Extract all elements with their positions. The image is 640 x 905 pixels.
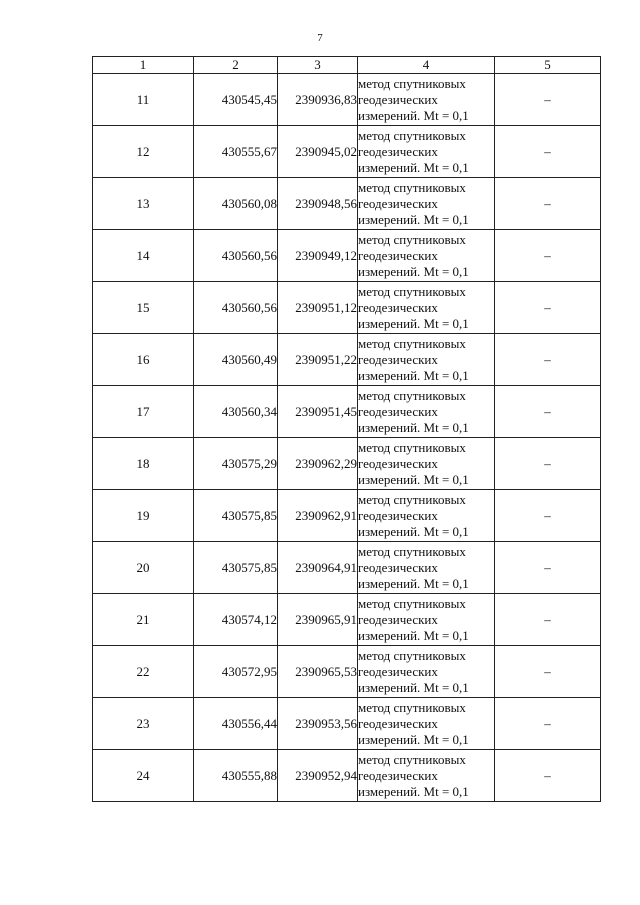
coordinates-table <box>92 56 601 802</box>
y-coordinate-cell: 2390951,22 <box>278 334 358 386</box>
x-coordinate-cell: 430556,44 <box>194 698 278 750</box>
method-line: метод спутниковых <box>358 647 466 663</box>
method-line: метод спутниковых <box>358 127 466 143</box>
method-line: метод спутниковых <box>358 335 466 351</box>
method-line: геодезических <box>358 507 438 523</box>
table-row <box>93 74 601 126</box>
x-coordinate-cell: 430575,85 <box>194 542 278 594</box>
column-header-4: 4 <box>358 57 495 74</box>
point-number-cell: 12 <box>93 126 194 178</box>
point-number-cell: 11 <box>93 74 194 126</box>
y-coordinate-cell: 2390945,02 <box>278 126 358 178</box>
method-line: геодезических <box>358 143 438 159</box>
column-5-cell: – <box>495 386 601 438</box>
method-cell <box>358 126 495 178</box>
method-cell <box>358 74 495 126</box>
column-5-cell: – <box>495 74 601 126</box>
table-row <box>93 594 601 646</box>
method-line: метод спутниковых <box>358 439 466 455</box>
method-line: геодезических <box>358 715 438 731</box>
method-cell <box>358 750 495 802</box>
x-coordinate-cell: 430555,88 <box>194 750 278 802</box>
method-cell <box>358 542 495 594</box>
column-5-cell: – <box>495 490 601 542</box>
x-coordinate-cell: 430575,85 <box>194 490 278 542</box>
method-line: метод спутниковых <box>358 387 466 403</box>
method-line: измерений. Mt = 0,1 <box>358 783 469 799</box>
method-line: измерений. Mt = 0,1 <box>358 627 469 643</box>
method-cell <box>358 178 495 230</box>
column-header-1: 1 <box>93 57 194 74</box>
y-coordinate-cell: 2390936,83 <box>278 74 358 126</box>
method-line: геодезических <box>358 455 438 471</box>
method-cell <box>358 698 495 750</box>
x-coordinate-cell: 430560,56 <box>194 230 278 282</box>
method-line: измерений. Mt = 0,1 <box>358 159 469 175</box>
point-number-cell: 20 <box>93 542 194 594</box>
method-line: геодезических <box>358 247 438 263</box>
method-line: метод спутниковых <box>358 75 466 91</box>
column-5-cell: – <box>495 750 601 802</box>
method-cell <box>358 230 495 282</box>
column-header-2: 2 <box>194 57 278 74</box>
x-coordinate-cell: 430560,49 <box>194 334 278 386</box>
method-line: геодезических <box>358 611 438 627</box>
point-number-cell: 13 <box>93 178 194 230</box>
method-line: измерений. Mt = 0,1 <box>358 315 469 331</box>
column-5-cell: – <box>495 334 601 386</box>
table-row <box>93 646 601 698</box>
method-line: геодезических <box>358 663 438 679</box>
y-coordinate-cell: 2390951,12 <box>278 282 358 334</box>
point-number-cell: 17 <box>93 386 194 438</box>
method-cell <box>358 646 495 698</box>
method-cell <box>358 438 495 490</box>
point-number-cell: 21 <box>93 594 194 646</box>
x-coordinate-cell: 430572,95 <box>194 646 278 698</box>
y-coordinate-cell: 2390962,91 <box>278 490 358 542</box>
column-5-cell: – <box>495 698 601 750</box>
x-coordinate-cell: 430545,45 <box>194 74 278 126</box>
column-5-cell: – <box>495 126 601 178</box>
method-line: метод спутниковых <box>358 751 466 767</box>
y-coordinate-cell: 2390953,56 <box>278 698 358 750</box>
column-header-5: 5 <box>495 57 601 74</box>
column-5-cell: – <box>495 594 601 646</box>
method-line: метод спутниковых <box>358 699 466 715</box>
method-line: метод спутниковых <box>358 491 466 507</box>
point-number-cell: 19 <box>93 490 194 542</box>
x-coordinate-cell: 430560,34 <box>194 386 278 438</box>
method-line: геодезических <box>358 559 438 575</box>
method-line: измерений. Mt = 0,1 <box>358 107 469 123</box>
table-row <box>93 386 601 438</box>
y-coordinate-cell: 2390965,91 <box>278 594 358 646</box>
y-coordinate-cell: 2390964,91 <box>278 542 358 594</box>
method-cell <box>358 594 495 646</box>
method-line: метод спутниковых <box>358 179 466 195</box>
y-coordinate-cell: 2390949,12 <box>278 230 358 282</box>
method-line: геодезических <box>358 351 438 367</box>
method-line: метод спутниковых <box>358 231 466 247</box>
y-coordinate-cell: 2390951,45 <box>278 386 358 438</box>
table-row <box>93 438 601 490</box>
column-5-cell: – <box>495 282 601 334</box>
column-5-cell: – <box>495 178 601 230</box>
x-coordinate-cell: 430560,08 <box>194 178 278 230</box>
point-number-cell: 18 <box>93 438 194 490</box>
table-row <box>93 126 601 178</box>
method-line: геодезических <box>358 195 438 211</box>
y-coordinate-cell: 2390962,29 <box>278 438 358 490</box>
table-row <box>93 750 601 802</box>
x-coordinate-cell: 430560,56 <box>194 282 278 334</box>
x-coordinate-cell: 430574,12 <box>194 594 278 646</box>
y-coordinate-cell: 2390965,53 <box>278 646 358 698</box>
point-number-cell: 22 <box>93 646 194 698</box>
point-number-cell: 23 <box>93 698 194 750</box>
y-coordinate-cell: 2390952,94 <box>278 750 358 802</box>
method-line: измерений. Mt = 0,1 <box>358 263 469 279</box>
table-row <box>93 490 601 542</box>
method-cell <box>358 386 495 438</box>
table-row <box>93 698 601 750</box>
table-header-row <box>93 57 601 74</box>
column-5-cell: – <box>495 646 601 698</box>
method-line: измерений. Mt = 0,1 <box>358 367 469 383</box>
method-line: измерений. Mt = 0,1 <box>358 523 469 539</box>
table-row <box>93 542 601 594</box>
method-cell <box>358 282 495 334</box>
method-cell <box>358 334 495 386</box>
method-line: метод спутниковых <box>358 283 466 299</box>
point-number-cell: 24 <box>93 750 194 802</box>
page-number: 7 <box>317 32 323 44</box>
column-5-cell: – <box>495 542 601 594</box>
point-number-cell: 15 <box>93 282 194 334</box>
method-line: измерений. Mt = 0,1 <box>358 679 469 695</box>
x-coordinate-cell: 430555,67 <box>194 126 278 178</box>
y-coordinate-cell: 2390948,56 <box>278 178 358 230</box>
column-header-3: 3 <box>278 57 358 74</box>
method-line: метод спутниковых <box>358 543 466 559</box>
point-number-cell: 14 <box>93 230 194 282</box>
point-number-cell: 16 <box>93 334 194 386</box>
table-row <box>93 282 601 334</box>
method-line: метод спутниковых <box>358 595 466 611</box>
table-row <box>93 230 601 282</box>
method-line: геодезических <box>358 767 438 783</box>
table-row <box>93 178 601 230</box>
method-line: измерений. Mt = 0,1 <box>358 211 469 227</box>
method-line: геодезических <box>358 299 438 315</box>
method-line: измерений. Mt = 0,1 <box>358 419 469 435</box>
method-line: измерений. Mt = 0,1 <box>358 575 469 591</box>
method-line: измерений. Mt = 0,1 <box>358 731 469 747</box>
column-5-cell: – <box>495 230 601 282</box>
table-row <box>93 334 601 386</box>
x-coordinate-cell: 430575,29 <box>194 438 278 490</box>
method-line: измерений. Mt = 0,1 <box>358 471 469 487</box>
method-line: геодезических <box>358 403 438 419</box>
method-line: геодезических <box>358 91 438 107</box>
column-5-cell: – <box>495 438 601 490</box>
method-cell <box>358 490 495 542</box>
